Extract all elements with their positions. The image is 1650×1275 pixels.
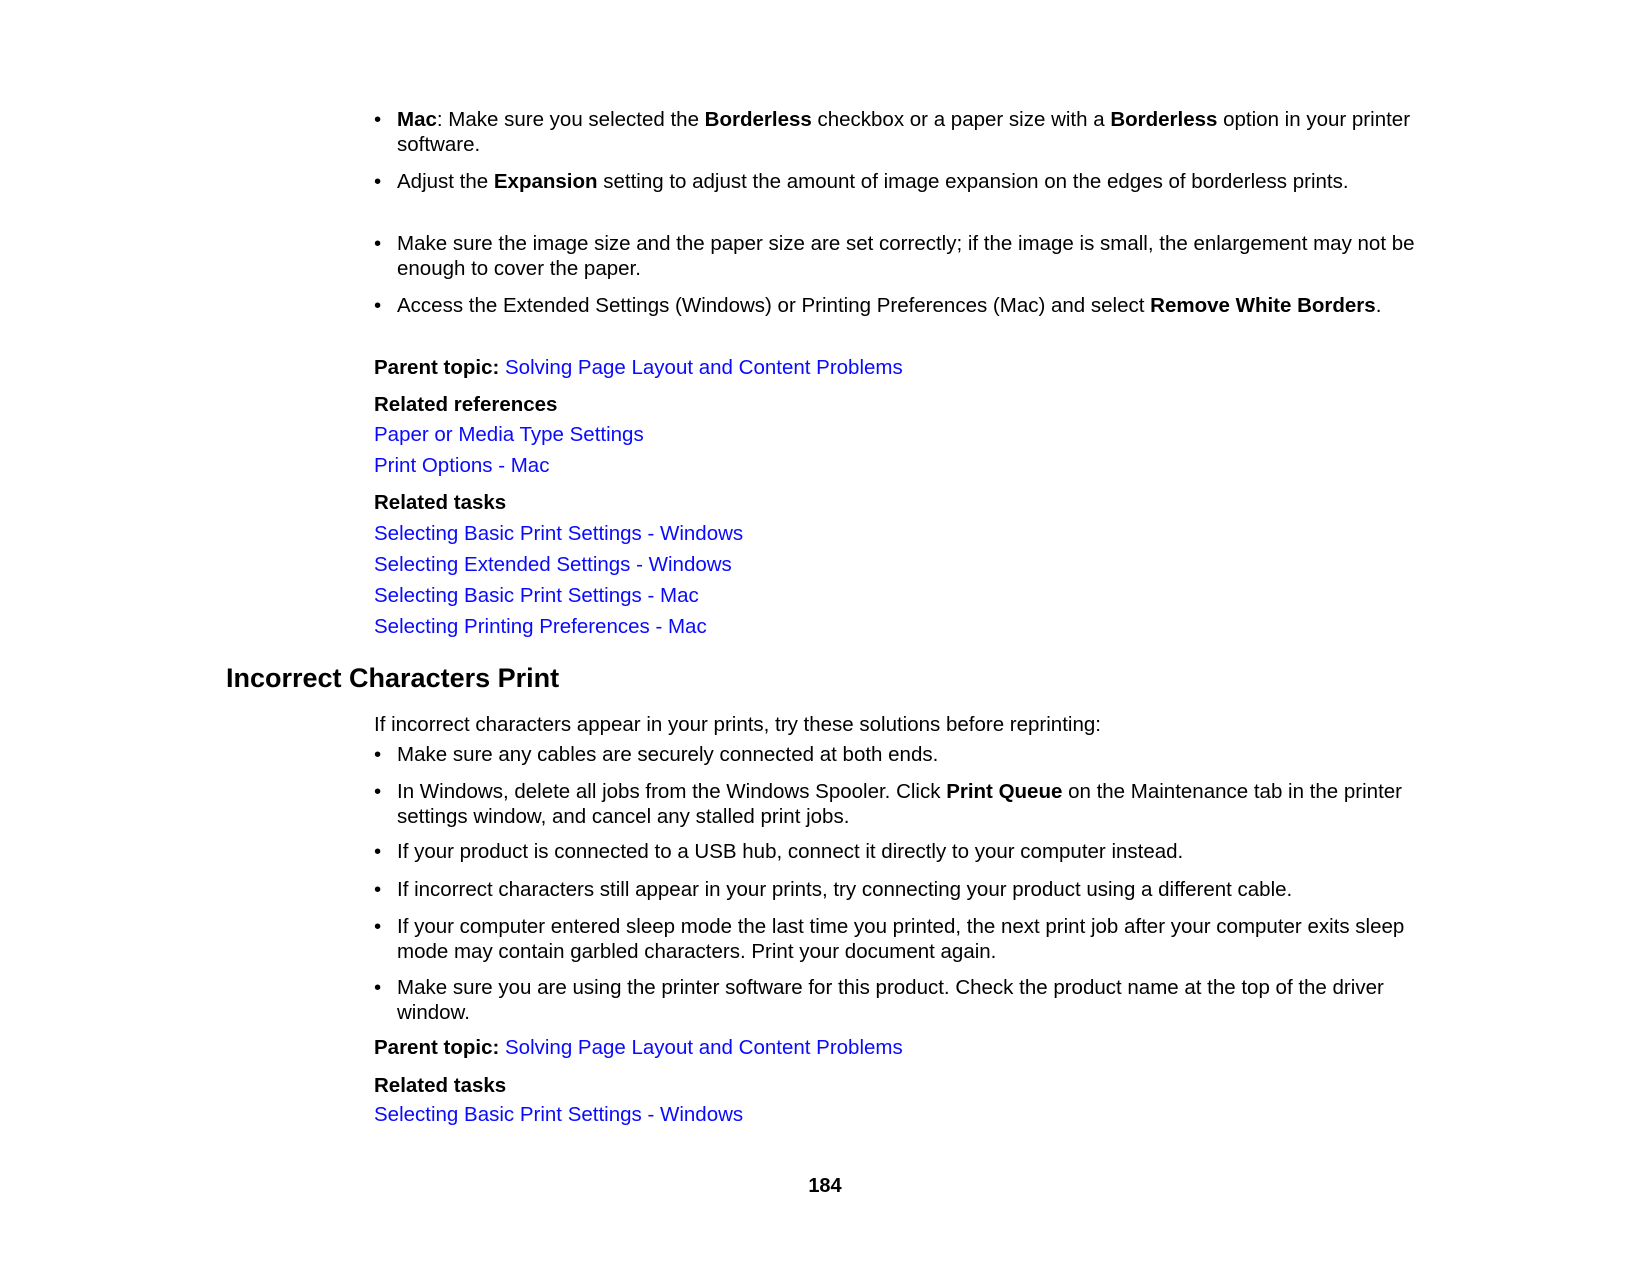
related-reference-link[interactable]: Print Options - Mac	[374, 454, 550, 477]
related-task-item	[374, 521, 1414, 546]
parent-topic-link[interactable]: Solving Page Layout and Content Problems	[505, 1036, 903, 1059]
section-heading: Incorrect Characters Print	[226, 663, 560, 693]
bullet-item	[374, 975, 1414, 1025]
related-task-link[interactable]: Selecting Basic Print Settings - Windows	[374, 1103, 744, 1126]
bullet-text	[397, 877, 1417, 902]
section-intro: If incorrect characters appear in your prints, try these solutions before reprinting:	[374, 713, 1101, 736]
bullet-text	[397, 293, 1417, 318]
text-run: Adjust the	[397, 170, 494, 193]
bullet-text	[397, 107, 1417, 157]
bullet-text	[397, 169, 1417, 194]
bullet-item	[374, 877, 1414, 902]
related-references-label: Related references	[374, 393, 558, 416]
bold-term: Mac	[397, 108, 437, 131]
text-run: If your product is connected to a USB hub, connect it directly to your computer instead.	[397, 840, 1184, 863]
bullet-icon: •	[374, 170, 382, 193]
bold-term: Print Queue	[946, 780, 1063, 803]
bullet-item	[374, 231, 1414, 281]
bullet-text	[397, 779, 1417, 829]
related-tasks-label: Related tasks	[374, 491, 507, 514]
related-task-link[interactable]: Selecting Basic Print Settings - Windows	[374, 522, 744, 545]
bullet-text	[397, 742, 1417, 767]
related-task-item	[374, 614, 1414, 639]
bullet-icon: •	[374, 108, 382, 131]
bullet-icon: •	[374, 294, 382, 317]
text-run: Make sure you are using the printer software for this product. Check the product name at the top of the driver window.	[397, 976, 1384, 1024]
parent-topic-label: Parent topic:	[374, 1036, 500, 1059]
bullet-item	[374, 839, 1414, 864]
bullet-text	[397, 914, 1417, 964]
bullet-item	[374, 107, 1414, 157]
text-run: Make sure any cables are securely connected at both ends.	[397, 743, 939, 766]
bullet-icon: •	[374, 915, 382, 938]
text-run: : Make sure you selected the	[436, 108, 705, 131]
bullet-item	[374, 169, 1414, 194]
parent-topic	[374, 1035, 1414, 1060]
text-run: option in your printer software.	[397, 108, 1411, 156]
bullet-icon: •	[374, 878, 382, 901]
text-run: on the Maintenance tab in the printer settings window, and cancel any stalled print jobs.	[397, 780, 1402, 828]
bold-term: Borderless	[1110, 108, 1218, 131]
bullet-icon: •	[374, 780, 382, 803]
page-number: 184	[808, 1175, 842, 1197]
bold-term: Expansion	[493, 170, 598, 193]
related-task-item	[374, 552, 1414, 577]
bullet-icon: •	[374, 232, 382, 255]
parent-topic	[374, 355, 1414, 380]
related-reference-item	[374, 422, 1414, 447]
parent-topic-label: Parent topic:	[374, 356, 500, 379]
bullet-text	[397, 975, 1417, 1025]
bold-term: Borderless	[704, 108, 812, 131]
text-run: Access the Extended Settings (Windows) or Printing Preferences (Mac) and select	[397, 294, 1151, 317]
related-task-link[interactable]: Selecting Printing Preferences - Mac	[374, 615, 707, 638]
text-run: Make sure the image size and the paper size are set correctly; if the image is small, the enlargement may not be enough to cover the paper.	[397, 232, 1415, 280]
related-reference-item	[374, 453, 1414, 478]
text-run: In Windows, delete all jobs from the Windows Spooler. Click	[397, 780, 947, 803]
text-run: .	[1375, 294, 1382, 317]
bullet-icon: •	[374, 743, 382, 766]
bullet-item	[374, 293, 1414, 318]
related-reference-link[interactable]: Paper or Media Type Settings	[374, 423, 644, 446]
parent-topic-link[interactable]: Solving Page Layout and Content Problems	[505, 356, 903, 379]
bullet-icon: •	[374, 976, 382, 999]
bullet-text	[397, 839, 1417, 864]
text-run: checkbox or a paper size with a	[811, 108, 1111, 131]
bold-term: Remove White Borders	[1150, 294, 1376, 317]
related-tasks-label: Related tasks	[374, 1074, 507, 1097]
bullet-text	[397, 231, 1417, 281]
text-run: If incorrect characters still appear in your prints, try connecting your product using a different cable.	[397, 878, 1293, 901]
related-task-link[interactable]: Selecting Basic Print Settings - Mac	[374, 584, 699, 607]
bullet-item	[374, 779, 1414, 829]
text-run: If your computer entered sleep mode the last time you printed, the next print job after your computer exits sleep mode may contain garbled characters. Print your document again.	[397, 915, 1405, 963]
related-task-item	[374, 583, 1414, 608]
related-task-item	[374, 1102, 1414, 1127]
bullet-item	[374, 742, 1414, 767]
bullet-icon: •	[374, 840, 382, 863]
bullet-item	[374, 914, 1414, 964]
related-task-link[interactable]: Selecting Extended Settings - Windows	[374, 553, 732, 576]
text-run: setting to adjust the amount of image expansion on the edges of borderless prints.	[597, 170, 1349, 193]
